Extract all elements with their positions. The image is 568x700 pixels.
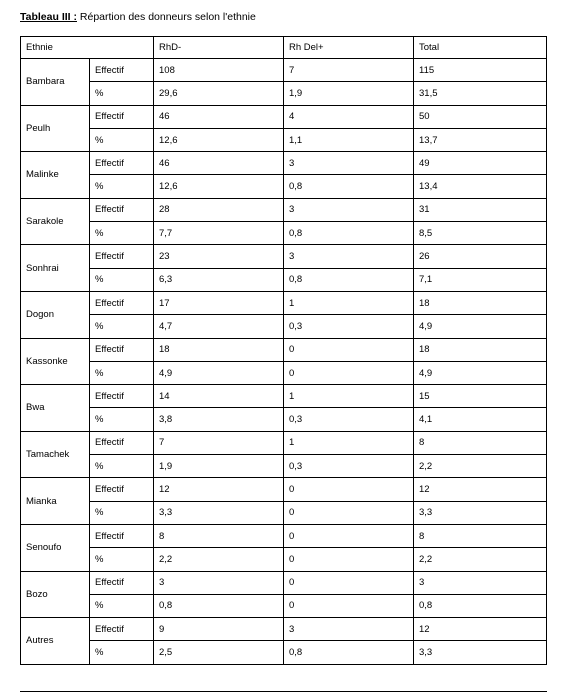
rhd-neg-cell: 3 xyxy=(154,571,284,594)
rhd-neg-cell: 28 xyxy=(154,198,284,221)
header-row xyxy=(21,37,547,59)
rhd-neg-cell: 23 xyxy=(154,245,284,268)
total-cell: 115 xyxy=(414,59,547,82)
ethnie-cell: Mianka xyxy=(21,478,90,525)
table-row xyxy=(21,315,547,338)
header-total: Total xyxy=(414,37,547,59)
total-cell: 15 xyxy=(414,385,547,408)
table-row xyxy=(21,524,547,547)
row-type-cell: % xyxy=(90,222,154,245)
table-row xyxy=(21,455,547,478)
total-cell: 12 xyxy=(414,618,547,641)
rhd-neg-cell: 9 xyxy=(154,618,284,641)
total-cell: 4,1 xyxy=(414,408,547,431)
table-caption-label: Tableau III : xyxy=(20,11,77,23)
rhd-neg-cell: 3,8 xyxy=(154,408,284,431)
ethnie-cell: Bozo xyxy=(21,571,90,618)
rh-del-pos-cell: 0,3 xyxy=(284,408,414,431)
rhd-neg-cell: 12,6 xyxy=(154,128,284,151)
row-type-cell: % xyxy=(90,408,154,431)
ethnie-cell: Peulh xyxy=(21,105,90,152)
total-cell: 4,9 xyxy=(414,315,547,338)
rh-del-pos-cell: 1,9 xyxy=(284,82,414,105)
table-row xyxy=(21,478,547,501)
rhd-neg-cell: 14 xyxy=(154,385,284,408)
rhd-neg-cell: 7 xyxy=(154,431,284,454)
rhd-neg-cell: 7,7 xyxy=(154,222,284,245)
table-row xyxy=(21,198,547,221)
total-cell: 12 xyxy=(414,478,547,501)
rh-del-pos-cell: 0 xyxy=(284,571,414,594)
ethnie-cell: Autres xyxy=(21,618,90,665)
table-row xyxy=(21,408,547,431)
rh-del-pos-cell: 0,8 xyxy=(284,641,414,664)
rh-del-pos-cell: 0 xyxy=(284,594,414,617)
table-row xyxy=(21,105,547,128)
row-type-cell: Effectif xyxy=(90,385,154,408)
row-type-cell: % xyxy=(90,315,154,338)
total-cell: 4,9 xyxy=(414,361,547,384)
ethnie-cell: Kassonke xyxy=(21,338,90,385)
total-cell: 8 xyxy=(414,524,547,547)
rhd-neg-cell: 18 xyxy=(154,338,284,361)
row-type-cell: Effectif xyxy=(90,571,154,594)
ethnie-cell: Sonhrai xyxy=(21,245,90,292)
row-type-cell: Effectif xyxy=(90,291,154,314)
rhd-neg-cell: 8 xyxy=(154,524,284,547)
row-type-cell: % xyxy=(90,175,154,198)
total-cell: 18 xyxy=(414,338,547,361)
rh-del-pos-cell: 0 xyxy=(284,501,414,524)
ethnie-cell: Dogon xyxy=(21,291,90,338)
total-cell: 31 xyxy=(414,198,547,221)
rh-del-pos-cell: 3 xyxy=(284,152,414,175)
table-row xyxy=(21,175,547,198)
table-row xyxy=(21,82,547,105)
total-cell: 31,5 xyxy=(414,82,547,105)
row-type-cell: Effectif xyxy=(90,618,154,641)
row-type-cell: Effectif xyxy=(90,524,154,547)
rhd-neg-cell: 46 xyxy=(154,152,284,175)
table-row xyxy=(21,152,547,175)
table-row xyxy=(21,268,547,291)
rhd-neg-cell: 4,7 xyxy=(154,315,284,338)
table-row xyxy=(21,548,547,571)
rhd-neg-cell: 12 xyxy=(154,478,284,501)
total-cell: 3,3 xyxy=(414,641,547,664)
rh-del-pos-cell: 4 xyxy=(284,105,414,128)
ethnie-cell: Bambara xyxy=(21,59,90,106)
row-type-cell: Effectif xyxy=(90,152,154,175)
table-row xyxy=(21,59,547,82)
rhd-neg-cell: 2,5 xyxy=(154,641,284,664)
row-type-cell: Effectif xyxy=(90,431,154,454)
row-type-cell: Effectif xyxy=(90,245,154,268)
header-rh-del-pos: Rh Del+ xyxy=(284,37,414,59)
ethnie-cell: Tamachek xyxy=(21,431,90,478)
rhd-neg-cell: 29,6 xyxy=(154,82,284,105)
table-row xyxy=(21,501,547,524)
total-cell: 0,8 xyxy=(414,594,547,617)
rh-del-pos-cell: 0,3 xyxy=(284,455,414,478)
header-ethnie: Ethnie xyxy=(21,37,154,59)
rh-del-pos-cell: 3 xyxy=(284,245,414,268)
rh-del-pos-cell: 0,8 xyxy=(284,175,414,198)
total-cell: 2,2 xyxy=(414,548,547,571)
rh-del-pos-cell: 0 xyxy=(284,361,414,384)
total-cell: 7,1 xyxy=(414,268,547,291)
row-type-cell: % xyxy=(90,82,154,105)
ethnie-cell: Sarakole xyxy=(21,198,90,245)
ethnie-cell: Malinke xyxy=(21,152,90,199)
total-cell: 49 xyxy=(414,152,547,175)
table-row xyxy=(21,361,547,384)
total-cell: 3,3 xyxy=(414,501,547,524)
ethnie-cell: Bwa xyxy=(21,385,90,432)
table-row xyxy=(21,385,547,408)
total-cell: 13,4 xyxy=(414,175,547,198)
rh-del-pos-cell: 7 xyxy=(284,59,414,82)
table-caption xyxy=(20,11,256,23)
total-cell: 13,7 xyxy=(414,128,547,151)
rh-del-pos-cell: 0 xyxy=(284,548,414,571)
table-row xyxy=(21,571,547,594)
table-caption-text: Répartion des donneurs selon l'ethnie xyxy=(76,11,256,23)
rhd-neg-cell: 4,9 xyxy=(154,361,284,384)
rhd-neg-cell: 6,3 xyxy=(154,268,284,291)
row-type-cell: % xyxy=(90,501,154,524)
rh-del-pos-cell: 0,8 xyxy=(284,268,414,291)
total-cell: 3 xyxy=(414,571,547,594)
table-row xyxy=(21,245,547,268)
rhd-neg-cell: 0,8 xyxy=(154,594,284,617)
rh-del-pos-cell: 0,3 xyxy=(284,315,414,338)
header-rhd-neg: RhD- xyxy=(154,37,284,59)
total-cell: 26 xyxy=(414,245,547,268)
row-type-cell: Effectif xyxy=(90,59,154,82)
row-type-cell: Effectif xyxy=(90,198,154,221)
rh-del-pos-cell: 0 xyxy=(284,478,414,501)
table-row xyxy=(21,641,547,664)
rh-del-pos-cell: 1 xyxy=(284,291,414,314)
row-type-cell: Effectif xyxy=(90,105,154,128)
rhd-neg-cell: 2,2 xyxy=(154,548,284,571)
ethnie-cell: Senoufo xyxy=(21,524,90,571)
table-row xyxy=(21,222,547,245)
rh-del-pos-cell: 0 xyxy=(284,338,414,361)
table-body xyxy=(21,59,547,665)
row-type-cell: Effectif xyxy=(90,478,154,501)
rhd-neg-cell: 1,9 xyxy=(154,455,284,478)
rhd-neg-cell: 46 xyxy=(154,105,284,128)
table-row xyxy=(21,594,547,617)
rh-del-pos-cell: 0 xyxy=(284,524,414,547)
row-type-cell: % xyxy=(90,641,154,664)
row-type-cell: % xyxy=(90,548,154,571)
rh-del-pos-cell: 1 xyxy=(284,385,414,408)
total-cell: 50 xyxy=(414,105,547,128)
table-row xyxy=(21,128,547,151)
rh-del-pos-cell: 3 xyxy=(284,618,414,641)
table-row xyxy=(21,618,547,641)
rh-del-pos-cell: 3 xyxy=(284,198,414,221)
ethnie-table xyxy=(20,36,547,665)
total-cell: 2,2 xyxy=(414,455,547,478)
rhd-neg-cell: 17 xyxy=(154,291,284,314)
row-type-cell: % xyxy=(90,594,154,617)
table-row xyxy=(21,338,547,361)
row-type-cell: % xyxy=(90,268,154,291)
row-type-cell: % xyxy=(90,128,154,151)
rh-del-pos-cell: 0,8 xyxy=(284,222,414,245)
rhd-neg-cell: 108 xyxy=(154,59,284,82)
row-type-cell: % xyxy=(90,455,154,478)
bottom-rule xyxy=(20,691,547,692)
rh-del-pos-cell: 1,1 xyxy=(284,128,414,151)
table-row xyxy=(21,291,547,314)
rhd-neg-cell: 12,6 xyxy=(154,175,284,198)
total-cell: 8 xyxy=(414,431,547,454)
rh-del-pos-cell: 1 xyxy=(284,431,414,454)
row-type-cell: Effectif xyxy=(90,338,154,361)
total-cell: 18 xyxy=(414,291,547,314)
rhd-neg-cell: 3,3 xyxy=(154,501,284,524)
total-cell: 8,5 xyxy=(414,222,547,245)
row-type-cell: % xyxy=(90,361,154,384)
table-row xyxy=(21,431,547,454)
